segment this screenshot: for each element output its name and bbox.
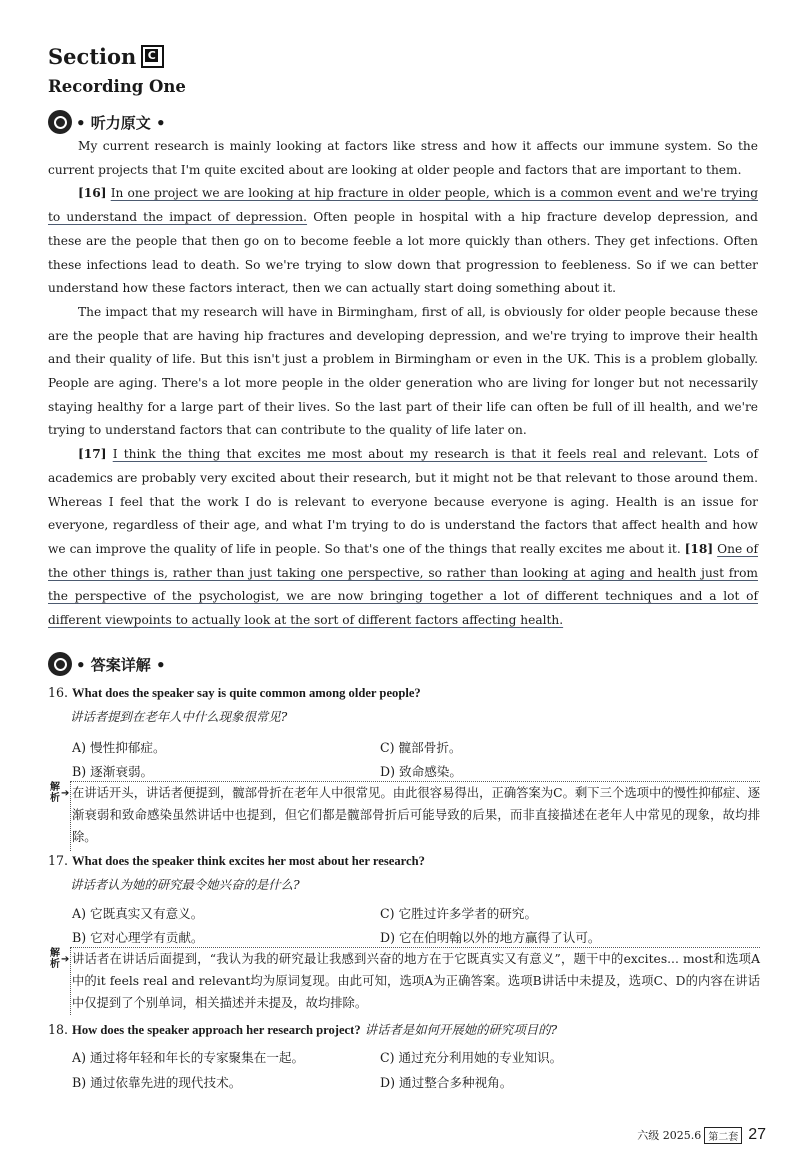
q16-analysis: 解析 ➔ 在讲话开头，讲话者便提到，髋部骨折在老年人中很常见。由此很容易得出，正确答案为C。剩下三个选项中的慢性抑郁症、逐渐衰弱和致命感染虽然讲话中也提到，但它们都是髋部骨折后可能导致的后果，而非直接描述在老年人中常见的现象，故均排除。 (48, 781, 760, 851)
q18-option-a: A) 通过将年轻和年长的专家聚集在一起。 (72, 1050, 305, 1065)
page-footer (637, 1126, 766, 1144)
q17-option-c: C) 它胜过许多学者的研究。 (380, 906, 538, 921)
transcript (48, 135, 758, 633)
q18-option-d: D) 通过整合多种视角。 (380, 1075, 513, 1090)
q16-option-c: C) 髋部骨折。 (380, 740, 462, 755)
arrow-icon: ➔ (61, 954, 70, 965)
recording-title: Recording One (48, 77, 186, 96)
q18-option-b: B) 通过依靠先进的现代技术。 (72, 1075, 242, 1090)
transcript-paragraph-2: [16] In one project we are looking at hip fracture in older people, which is a common event and we're trying to understand the impact of depression. Often people in hospital with a hip fracture develop depression, and these are the people that then go on to become feeble a lot more quickly than others. They get infections. Often these infections lead to death. So we're trying to slow down that progression to feebleness. So if we can better understand how these factors interact, then we can actually start doing something about it. (48, 186, 759, 296)
arrow-icon: ➔ (61, 788, 70, 799)
section-title (48, 44, 164, 69)
section-label: Section (48, 44, 137, 69)
footer-set: 第二套 (704, 1127, 742, 1144)
q17-option-a: A) 它既真实又有意义。 (72, 906, 204, 921)
footer-series: 六级 2025.6 (637, 1129, 702, 1142)
q16-option-a: A) 慢性抑郁症。 (72, 740, 166, 755)
q16-option-d: D) 致命感染。 (380, 764, 462, 779)
transcript-paragraph-4: [17] I think the thing that excites me most about my research is that it feels real and relevant. Lots of academics are probably very excited about their research, but it might not be that relevant to those around them. Whereas I feel that the work I do is relevant to everyone because everyone is aging. Health is an issue for everyone, regardless of their age, and what I'm trying to do is understand the factors that affect health and how we can improve the quality of life in people. So that's one of the things that really excites me about it. [18] One of the other things is, rather than just taking one perspective, so rather than looking at aging and health just from the perspective of the psychologist, we are now bringing together a lot of different techniques and a lot of different viewpoints to actually look at the sort of different factors affecting health. (48, 447, 758, 628)
q17-analysis: 解析 ➔ 讲话者在讲话后面提到，“我认为我的研究最让我感到兴奋的地方在于它既真实又有意义”，题干中的excites... most和选项A中的it feels real and relevant均为原词复现。由此可知，选项A为正确答案。选项B讲话中未提及，选项C、D的内容在讲话中仅提到了个别单词，相关描述并未提及，故均排除。 (48, 947, 760, 1015)
transcript-paragraph-1: My current research is mainly looking at factors like stress and how it affects our immune system. So the current projects that I'm quite excited about are looking at older people and factors that are important to them. (48, 139, 758, 177)
q17-option-d: D) 它在伯明翰以外的地方赢得了认可。 (380, 930, 601, 945)
headphones-icon (48, 110, 72, 134)
q17-option-b: B) 它对心理学有贡献。 (72, 930, 204, 945)
lightbulb-icon (48, 652, 72, 676)
section-badge: C (141, 45, 164, 68)
answer-heading: • 答案详解 • (48, 652, 166, 676)
analysis-badge: 解析 (50, 948, 60, 970)
question-16: 16. What does the speaker say is quite common among older people? 讲话者提到在老年人中什么现象很常见? (48, 685, 421, 724)
analysis-badge: 解析 (50, 782, 60, 804)
question-17: 17. What does the speaker think excites her most about her research? 讲话者认为她的研究最令她兴奋的是什么? (48, 853, 425, 892)
transcript-paragraph-3: The impact that my research will have in Birmingham, first of all, is obviously for older people because these are the people that are having hip fractures and developing depression, and we're trying to improve their health and their quality of life. But this isn't just a problem in Birmingham or even in the UK. This is a problem globally. People are aging. There's a lot more people in the older generation who are living for longer but not necessarily staying healthy for a large part of their lives. So the last part of their life can often be full of ill health, and we're trying to understand factors that can contribute to the quality of life later on. (48, 304, 758, 438)
q16-option-b: B) 逐渐衰弱。 (72, 764, 154, 779)
question-18: 18. How does the speaker approach her research project? 讲话者是如何开展她的研究项目的? (48, 1022, 558, 1037)
page-number: 27 (748, 1126, 766, 1143)
q18-option-c: C) 通过充分利用她的专业知识。 (380, 1050, 563, 1065)
transcript-heading: • 听力原文 • (48, 110, 166, 134)
